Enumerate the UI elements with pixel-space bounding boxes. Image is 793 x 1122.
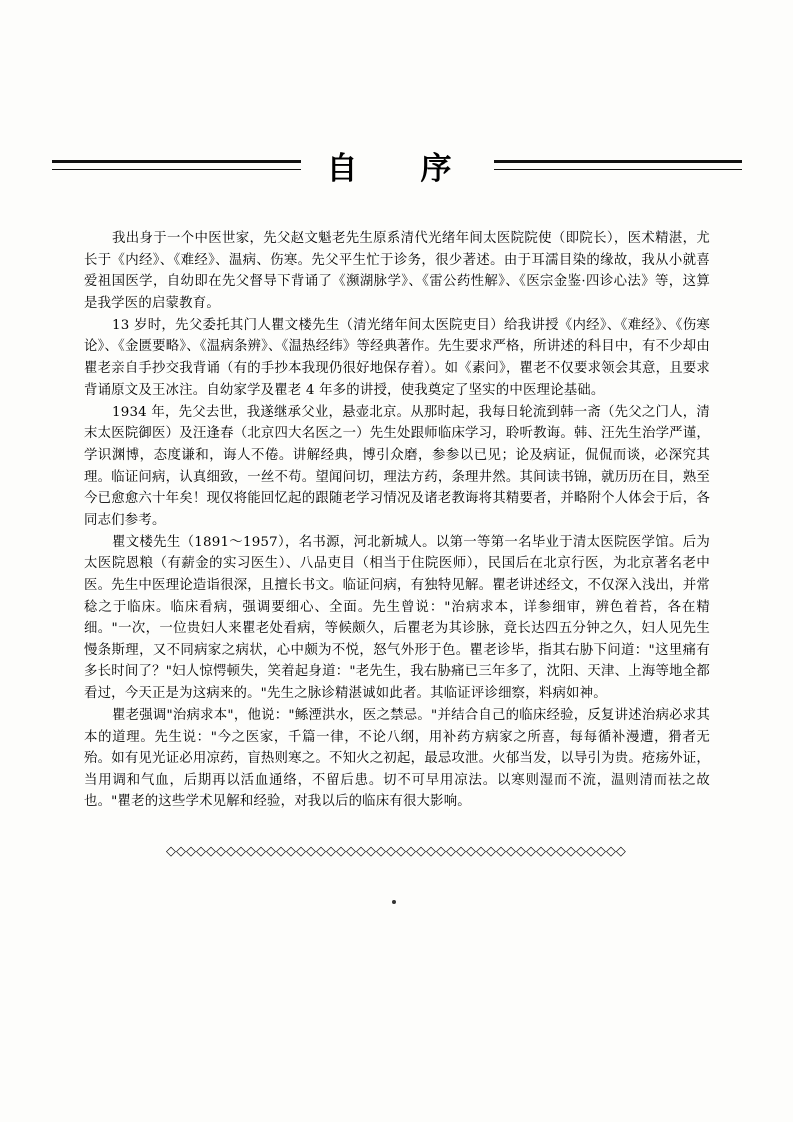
body-text [84,228,710,814]
paragraph: 瞿老强调"治病求本"，他说："鲧湮洪水，医之禁忌。"并结合自己的临床经验，反复讲述治病必求其本的道理。先生说："今之医家，千篇一律，不论八纲，用补药方病家之所喜，每每循补漫遭，猾者无殆。如有见光证必用凉药，盲热则寒之。不知火之初起，最忌攻泄。火郁当发，以导引为贵。疮疡外证，当用调和气血，后期再以活血通络，不留后患。切不可早用凉法。以寒则湿而不流，温则清而祛之故也。"瞿老的这些学术见解和经验，对我以后的临床有很大影响。 [84,708,710,810]
ornament-row: ◇◇◇◇◇◇◇◇◇◇◇◇◇◇◇◇◇◇◇◇◇◇◇◇◇◇◇◇◇◇◇◇◇◇◇◇◇◇◇◇◇◇◇◇◇◇ [166,845,626,859]
paragraph: 瞿文楼先生（1891～1957），名书源，河北新城人。以第一等第一名毕业于清太医院医学馆。后为太医院恩粮（有薪金的实习医生）、八品吏目（相当于住院医师），民国后在北京行医，为北京著名老中医。先生中医理论造诣很深，且擅长书文。临证问病，有独特见解。瞿老讲述经文，不仅深入浅出，并常稔之于临床。临床看病，强调要细心、全面。先生曾说："治病求本，详参细审，辨色着苔，各在精细。"一次，一位贵妇人来瞿老处看病，等候颇久，后瞿老为其诊脉，竟长达四五分钟之久，妇人见先生慢条斯理，又不同病家之病状，心中颇为不悦，怒气外形于色。瞿老诊毕，指其右胁下问道："这里痛有多长时间了？"妇人惊愕顿失，笑着起身道："老先生，我右胁痛已三年多了，沈阳、天津、上海等地全都看过，今天正是为这病来的。"先生之脉诊精湛诚如此者。其临证评诊细察，料病如神。 [84,534,710,701]
paragraph: 我出身于一个中医世家，先父赵文魁老先生原系清代光绪年间太医院院使（即院长），医术精湛，尤长于《内经》、《难经》、温病、伤寒。先父平生忙于诊务，很少著述。由于耳濡目染的缘故，我从小就喜爱祖国医学，自幼即在先父督导下背诵了《濒湖脉学》、《雷公药性解》、《医宗金鉴·四诊心法》等，这算是我学医的启蒙教育。 [84,231,710,311]
title-rule-left [52,160,301,170]
paragraph: 1934 年，先父去世，我遂继承父业，悬壶北京。从那时起，我每日轮流到韩一斋（先父之门人，清末太医院御医）及汪逢春（北京四大名医之一）先生处跟师临床学习，聆听教诲。韩、汪先生治学严谨，学识渊博，态度谦和，诲人不倦。讲解经典，博引众磨，参参以已见；论及病证，侃侃而谈，必深究其理。临证问病，认真细致，一丝不苟。望闻问切，理法方药，条理井然。其间读书锦，就历历在目，熟至今已愈愈六十年矣！现仅将能回忆起的跟随老学习情况及诸老教诲将其精要者，并略附个人体会于后，各同志们参考。 [84,404,710,528]
page-title-block [52,140,742,190]
paragraph: 13 岁时，先父委托其门人瞿文楼先生（清光绪年间太医院吏目）给我讲授《内经》、《难经》、《伤寒论》、《金匮要略》、《温病条辨》、《温热经纬》等经典著作。先生要求严格，所讲述的科目中，有不少却由瞿老亲自手抄交我背诵（有的手抄本我现仍很好地保存着）。如《素问》，瞿老不仅要求领会其意，且要求背诵原文及王冰注。自幼家学及瞿老 4 年多的讲授，使我奠定了坚实的中医理论基础。 [84,317,710,398]
title-rule-right [494,160,743,170]
decorative-divider [56,845,736,859]
page-marker-dot [392,900,396,904]
page-title: 自 序 [326,150,468,187]
